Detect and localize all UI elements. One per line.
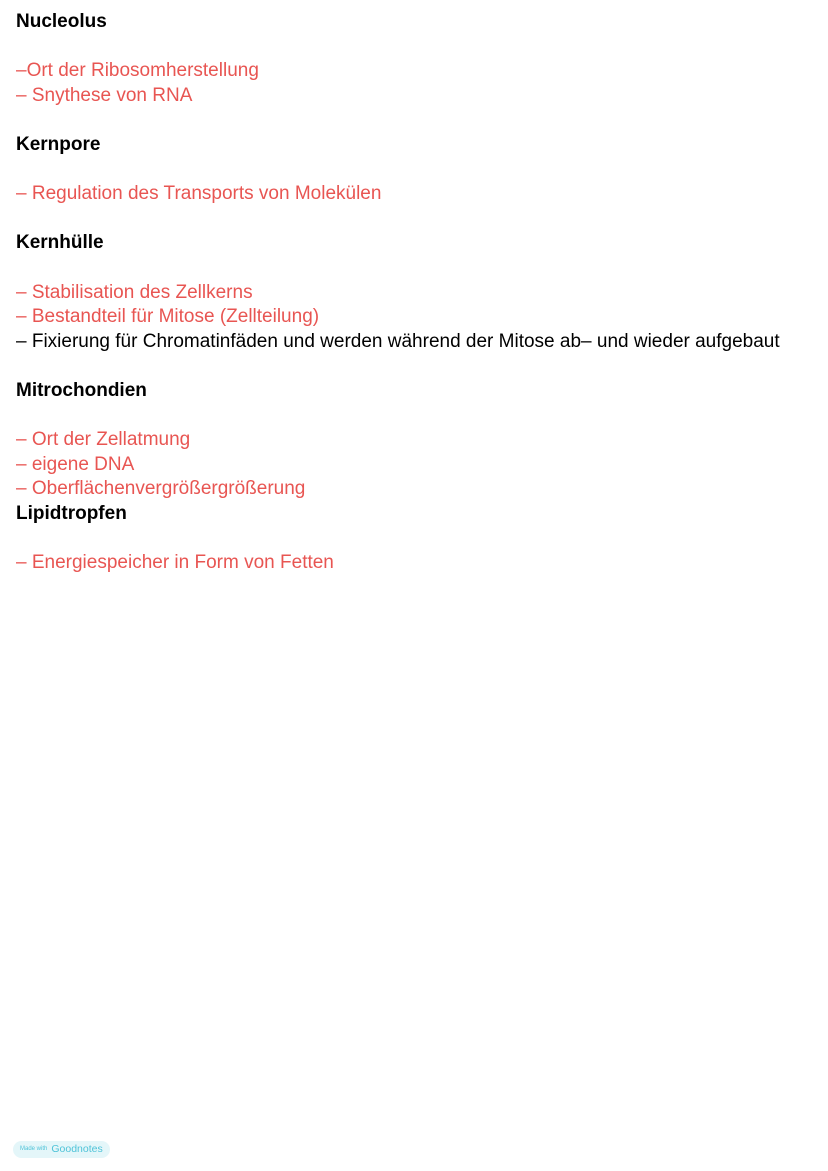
- note-page: [16, 10, 796, 576]
- list-item: –Ort der Ribosomherstellung: [16, 60, 259, 82]
- goodnotes-logo: Goodnotes: [51, 1143, 103, 1155]
- list-item: – Fixierung für Chromatinfäden und werden während der Mitose ab– und wieder aufgebaut: [16, 330, 780, 352]
- list-item: – Energiespeicher in Form von Fetten: [16, 552, 334, 574]
- section-kernhuelle: [16, 231, 796, 379]
- section-heading: Lipidtropfen: [16, 502, 127, 524]
- list-item: – eigene DNA: [16, 453, 135, 475]
- list-item: – Snythese von RNA: [16, 84, 193, 106]
- goodnotes-badge: [13, 1141, 110, 1158]
- section-heading: Kernhülle: [16, 232, 104, 254]
- list-item: – Stabilisation des Zellkerns: [16, 281, 253, 303]
- section-nucleolus: [16, 10, 796, 133]
- section-kernpore: [16, 133, 796, 231]
- list-item: – Bestandteil für Mitose (Zellteilung): [16, 306, 320, 328]
- section-heading: Mitrochondien: [16, 379, 147, 401]
- list-item: – Regulation des Transports von Molekülen: [16, 183, 382, 205]
- section-mitrochondien: [16, 379, 796, 502]
- section-heading: Kernpore: [16, 133, 101, 155]
- list-item: – Ort der Zellatmung: [16, 429, 191, 451]
- section-lipidtropfen: [16, 502, 796, 576]
- made-with-label: Made with: [20, 1146, 48, 1152]
- section-heading: Nucleolus: [16, 11, 107, 32]
- list-item: – Oberflächenvergrößergrößerung: [16, 478, 306, 500]
